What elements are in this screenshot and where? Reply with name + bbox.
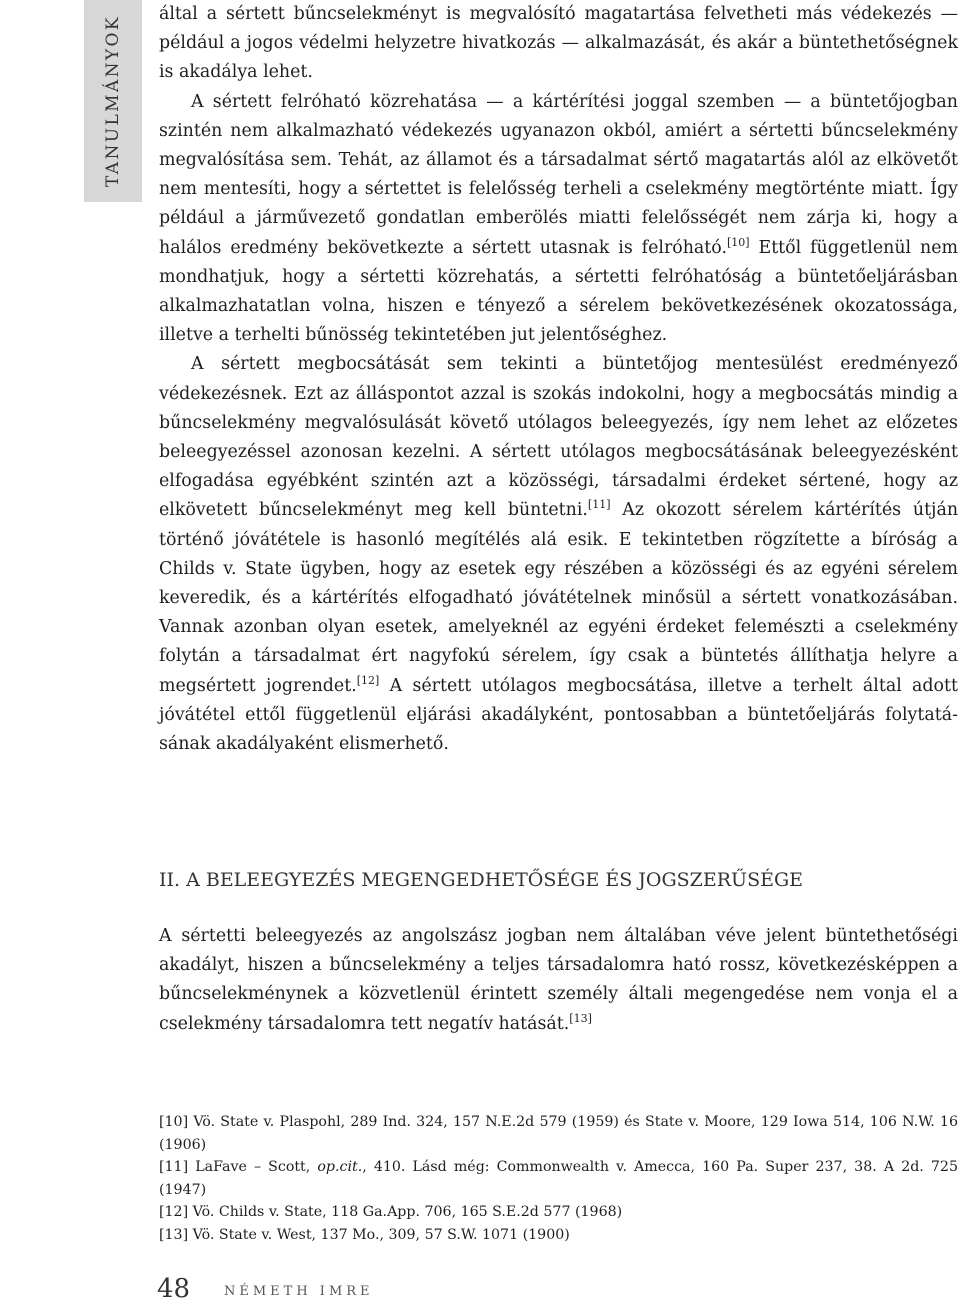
text-run: Ettől függetlenül nem mondhatjuk, hogy a sértetti közrehatás, a sértetti felróhatóság a büntetőeljárásban alkalmazhatatlan volna, hiszen e tényező a sérelem bekövetkezésének okozatossága, illetve a terhelti bűnösség tekintetében jut jelentőséghez.: [159, 237, 958, 346]
text-run: A sértett felróható közrehatása — a kártérítési joggal szemben — a büntetőjogban szintén nem alkalmazható védekezés ugyanazon okból, amiért a sértetti bűncselekmény megvalósítása sem. Tehát, az államot és a társadalmat sértő magatartás alól az elkövetőt nem mentesíti, hogy a sértettet is felelősség terheli a cselekmény megtörténte miatt. Így például a járművezető gondatlan emberölés miatti felelősségét nem zárja ki, hogy a halálos eredmény bekövetkezte a sértett utasnak is felróható.: [159, 91, 958, 258]
side-tab-label: TANULMÁNYOK: [103, 15, 123, 187]
footnote: [159, 1111, 958, 1156]
text-run: által a sértett bűncselekményt is megvalósító magatartása felvetheti más védekezés — például a jogos védelmi helyzetre hivatkozás — alkalmazását, és akár a büntethetőségnek is akadálya lehet.: [159, 4, 958, 83]
text-run: A sértett utólagos megbocsátása, illetve a terhelt által adott jóvátétel ettől függetlenül eljárási akadályként, pontosabban a büntetőeljárás folytatásának akadályaként elismerhető.: [159, 675, 958, 755]
footnote-reference: [10]: [727, 235, 750, 249]
text-run: A sértett megbocsátását sem tekinti a büntetőjog mentesülést eredményező védekezésnek. Ezt az álláspontot azzal is szokás indokolni, hogy a megbocsátás mindig a bűncselekmény megvalósulását követő utólagos beleegyezés, így nem lehet az előzetes beleegyezéssel azonosan kezelni. A sértett utólagos megbocsátásának beleegyezésként elfogadása egyébként szintén azt a közösségi, társadalmi érdeket sértené, hogy az elkövetett bűncselekményt meg kell büntetni.: [159, 354, 958, 521]
text-run: [10] Vö. State v. Plaspohl, 289 Ind. 324, 157 N.E.2d 579 (1959) és State v. Moore, 129 Iowa 514, 106 N.W. 16 (1906): [159, 1114, 958, 1153]
section-paragraph: [159, 922, 958, 1039]
page-number: 48: [157, 1274, 191, 1304]
footnote: [159, 1201, 958, 1224]
body-paragraph: [159, 0, 958, 88]
text-run: [12] Vö. Childs v. State, 118 Ga.App. 706, 165 S.E.2d 577 (1968): [159, 1204, 623, 1221]
footnote: [159, 1224, 958, 1247]
article-body: [159, 0, 958, 759]
text-run: , 410. Lásd még: Commonwealth v. Amecca, 160 Pa. Super 237, 38. A 2d. 725 (1947): [159, 1159, 958, 1198]
footnote-reference: [11]: [587, 498, 611, 512]
text-run: [13] Vö. State v. West, 137 Mo., 309, 57 S.W. 1071 (1900): [159, 1226, 570, 1243]
section-heading: II. A BELEEGYEZÉS MEGENGEDHETŐSÉGE ÉS JOGSZERŰSÉGE: [159, 869, 803, 891]
footnote-reference: [12]: [356, 673, 380, 687]
text-run: A sértetti beleegyezés az angolszász jogban nem általában véve jelent büntethetőségi akadályt, hiszen a bűncselekmény a teljes társadalomra ható rossz, következésképpen a bűncselekménynek a közvetlenül érintett személy általi megengedése nem vonja el a cselekmény társadalomra tett negatív hatását.: [159, 926, 958, 1034]
section-side-tab: [84, 0, 142, 202]
body-paragraph: [159, 88, 958, 351]
footnote-reference: [13]: [569, 1011, 592, 1025]
footnotes: [159, 1111, 958, 1247]
footnote: [159, 1156, 958, 1201]
italic-text: op.cit.: [317, 1159, 363, 1176]
text-run: Az okozott sérelem kártérítés útján történő jóvátétele is hasonló megítélés alá esik. E tekintetben rögzítette a bíróság a Childs v. State ügyben, hogy az esetek egy részében a közösségi és az egyéni sérelem keveredik, és a kártérítés elfogadható jóvátételnek minősül a sértett vonatkozásában. Vannak azonban olyan esetek, amelyeknél az egyéni érdeket felemészti a cselekmény folytán a társadalmat ért nagyfokú sérelem, így csak a büntetés állíthatja helyre a megsértett jogrendet.: [159, 500, 959, 696]
body-paragraph: [159, 350, 958, 759]
running-footer-author: NÉMETH IMRE: [224, 1284, 374, 1299]
text-run: [11] LaFave – Scott,: [159, 1159, 318, 1176]
